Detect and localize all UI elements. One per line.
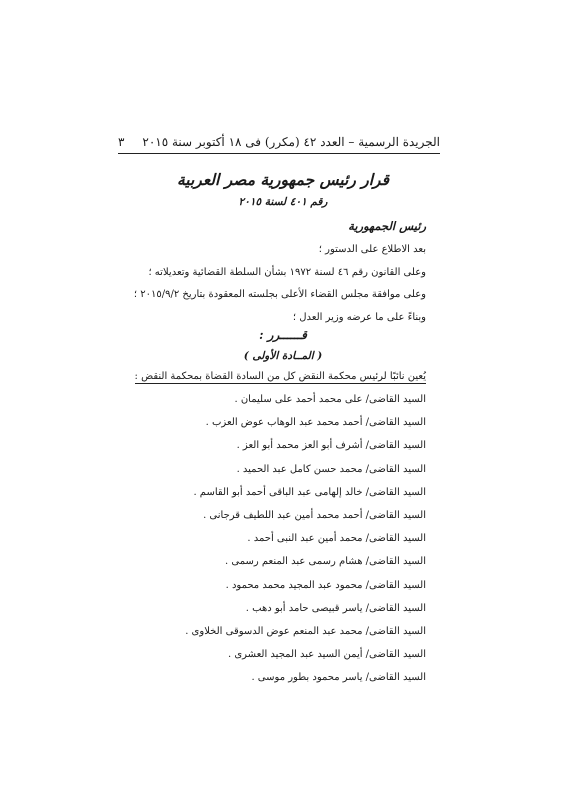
- appointment-statement: يُعين نائبًا لرئيس محكمة النقض كل من السادة القضاة بمحكمة النقض :: [134, 371, 426, 382]
- judge-entry: السيد القاضى/ على محمد أحمد على سليمان .: [234, 394, 426, 405]
- judge-entry: السيد القاضى/ محمد حسن كامل عبد الحميد .: [236, 463, 426, 475]
- judge-entry: السيد القاضى/ ياسر محمود بطور موسى .: [251, 672, 426, 684]
- decree-number: رقم ٤٠١ لسنة ٢٠١٥: [238, 196, 328, 208]
- judge-entry: السيد القاضى/ هشام رسمى عبد المنعم رسمى .: [225, 556, 426, 568]
- judge-entry: السيد القاضى/ محمد أمين عبد النبى أحمد .: [247, 533, 426, 545]
- preamble-line: وعلى موافقة مجلس القضاء الأعلى بجلسته المعقودة بتاريخ ٢٠١٥/٩/٢ ؛: [133, 289, 426, 300]
- header-rule: [118, 153, 440, 154]
- publication-title: الجريدة الرسمية – العدد ٤٢ (مكرر) فى ١٨ أكتوبر سنة ٢٠١٥: [142, 135, 440, 149]
- judge-entry: السيد القاضى/ أشرف أبو العز محمد أبو العز .: [236, 440, 426, 452]
- decided-heading: قــــــرر :: [259, 328, 307, 342]
- judge-entry: السيد القاضى/ أحمد محمد عبد الوهاب عوض العزب .: [205, 417, 426, 429]
- judge-entry: السيد القاضى/ أحمد محمد أمين عبد اللطيف قرجانى .: [203, 510, 426, 522]
- judge-entry: السيد القاضى/ ياسر قبيصى حامد أبو دهب .: [245, 602, 426, 614]
- preamble-line: وعلى القانون رقم ٤٦ لسنة ١٩٧٢ بشأن السلطة القضائية وتعديلاته ؛: [148, 266, 426, 278]
- judge-entry: السيد القاضى/ أيمن السيد عبد المجيد العشرى .: [227, 649, 426, 661]
- decree-issuer: رئيس الجمهورية: [348, 219, 426, 233]
- page-header: [118, 131, 440, 153]
- page-number: ٣: [118, 135, 125, 149]
- judges-list: [185, 388, 426, 690]
- article-heading: ( المــادة الأولى ): [243, 350, 323, 362]
- preamble: [134, 239, 426, 329]
- preamble-line: بعد الاطلاع على الدستور ؛: [318, 244, 426, 255]
- judge-entry: السيد القاضى/ محمد عبد المنعم عوض الدسوقى الخلاوى .: [185, 626, 426, 638]
- judge-entry: السيد القاضى/ محمود عبد المجيد محمد محمود .: [225, 579, 426, 591]
- preamble-line: وبناءً على ما عرضه وزير العدل ؛: [292, 311, 426, 323]
- decree-title: قرار رئيس جمهورية مصر العربية: [176, 170, 390, 189]
- judge-entry: السيد القاضى/ خالد إلهامى عبد الباقى أحمد أبو القاسم .: [193, 486, 426, 498]
